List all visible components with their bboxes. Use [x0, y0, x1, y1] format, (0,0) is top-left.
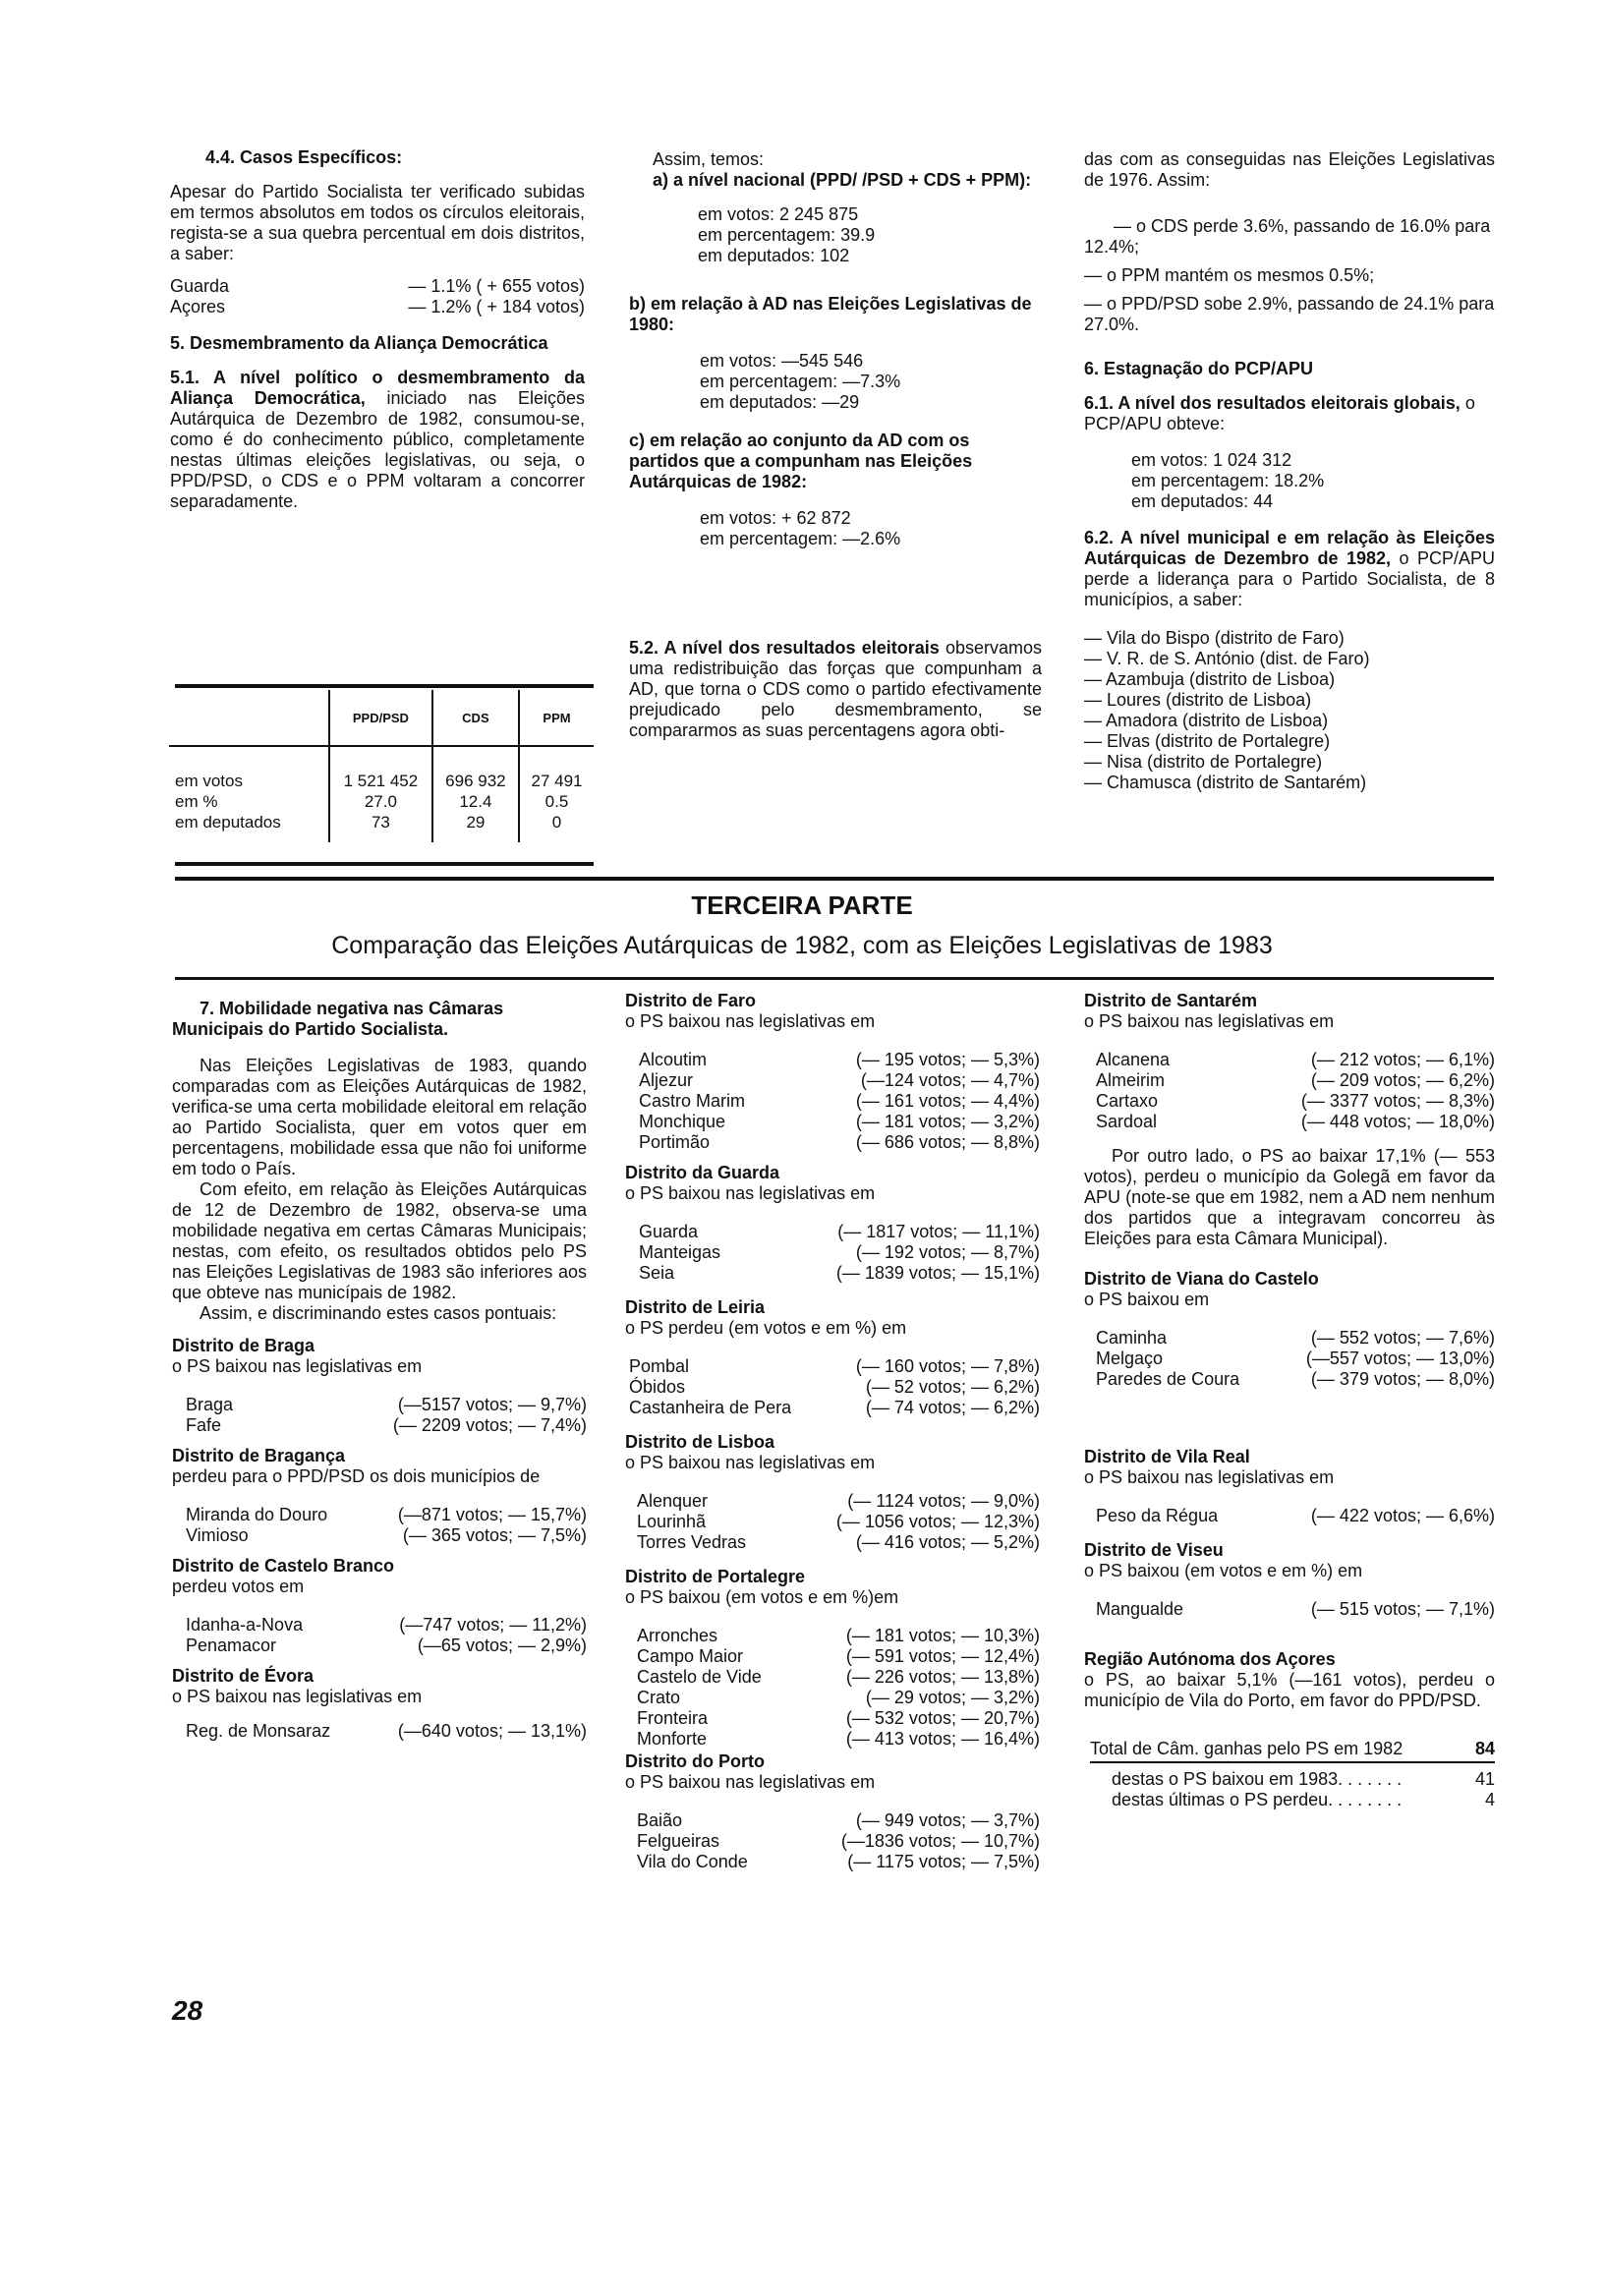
district-castelo-branco	[172, 1556, 587, 1656]
district-porto	[625, 1751, 1040, 1872]
list-item: Fronteira (— 532 votos; — 20,7%)	[637, 1708, 1040, 1728]
list-item: Paredes de Coura (— 379 votos; — 8,0%)	[1096, 1369, 1495, 1389]
totals-block	[1084, 1739, 1495, 1810]
list-item: Idanha-a-Nova (—747 votos; — 11,2%)	[186, 1615, 587, 1635]
paragraph-5-2: 5.2. A nível dos resultados eleitorais observamos uma redistribuição das forças que compunham a AD, que torna o CDS como o partido efectivamente prejudicado pelo desmembramento, se compararmos as suas percentagens agora obti-	[629, 638, 1042, 740]
part-title: TERCEIRA PARTE	[691, 890, 913, 920]
district-title: Distrito de Lisboa	[625, 1432, 775, 1452]
list-item: em percentagem: 39.9	[698, 225, 876, 245]
list-item: Almeirim (— 209 votos; — 6,2%)	[1096, 1070, 1495, 1090]
list-item: Peso da Régua (— 422 votos; — 6,6%)	[1096, 1506, 1495, 1525]
paragraph-comparison: das com as conseguidas nas Eleições Legislativas de 1976. Assim:	[1084, 149, 1495, 190]
district-subtitle: o PS baixou em	[1084, 1290, 1210, 1309]
list-item: em votos: 2 245 875	[698, 204, 859, 224]
district-title: Distrito de Viseu	[1084, 1540, 1224, 1560]
list-a	[629, 204, 1042, 266]
list-item: Óbidos (— 52 votos; — 6,2%)	[629, 1377, 1040, 1397]
list-item: em deputados: 44	[1131, 491, 1274, 511]
list-item: em percentagem: —2.6%	[700, 529, 901, 548]
paragraph-7-3: Assim, e discriminando estes casos pontuais:	[200, 1303, 557, 1323]
district-title: Distrito de Castelo Branco	[172, 1556, 395, 1576]
list-item: Açores — 1.2% ( + 184 votos)	[170, 297, 585, 316]
totals-row: destas o PS baixou em 1983. . . . . . . 41	[1112, 1769, 1495, 1789]
section-rule	[175, 877, 1494, 881]
list-item: Castelo de Vide (— 226 votos; — 13,8%)	[637, 1667, 1040, 1687]
district-guarda	[625, 1163, 1040, 1284]
district-title: Distrito da Guarda	[625, 1163, 780, 1182]
table-row: em votos 1 521 452 696 932 27 491	[169, 746, 594, 791]
district-evora	[172, 1666, 587, 1742]
paragraph-5-1: 5.1. A nível político o desmembramento da Aliança Democrática, iniciado nas Eleições Autárquica de Dezembro de 1982, consumou-se, como é do conhecimento público, completamente nestas últimas eleições legislativas, ou seja, o PPD/PSD, o CDS e o PPM voltaram a concorrer separadamente.	[170, 368, 585, 511]
district-subtitle: o PS baixou nas legislativas em	[1084, 1011, 1335, 1031]
district-santarem	[1084, 991, 1495, 1132]
subtitle-rule	[175, 977, 1494, 980]
district-viseu	[1084, 1540, 1495, 1620]
paragraph-6-2: 6.2. A nível municipal e em relação às Eleições Autárquicas de Dezembro de 1982, o PCP/APU perde a liderança para o Partido Socialista, de 8 municípios, a saber:	[1084, 528, 1495, 609]
list-item: Lourinhã (— 1056 votos; — 12,3%)	[637, 1512, 1040, 1531]
district-lisboa	[625, 1432, 1040, 1553]
intro: Assim, temos:	[653, 149, 765, 169]
district-braganca	[172, 1446, 587, 1546]
column-header: PPM	[519, 690, 594, 746]
column-header: CDS	[432, 690, 519, 746]
region-text: o PS, ao baixar 5,1% (—161 votos), perdeu o município de Vila do Porto, em favor do PPD/PSD.	[1084, 1670, 1495, 1710]
municipality-list	[1084, 628, 1495, 793]
bottom-column-2	[625, 991, 1040, 1872]
list-item: Castanheira de Pera (— 74 votos; — 6,2%)	[629, 1398, 1040, 1417]
item-b: b) em relação à AD nas Eleições Legislativas de 1980:	[629, 294, 1032, 334]
list-item: Seia (— 1839 votos; — 15,1%)	[639, 1263, 1040, 1283]
heading-6: 6. Estagnação do PCP/APU	[1084, 359, 1314, 378]
district-subtitle: o PS baixou nas legislativas em	[1084, 1467, 1335, 1487]
list-item: — o CDS perde 3.6%, passando de 16.0% para 12.4%;	[1084, 216, 1491, 257]
district-subtitle: o PS perdeu (em votos e em %) em	[625, 1318, 907, 1338]
table-top-rule	[175, 684, 594, 688]
paragraph-4-4: Apesar do Partido Socialista ter verificado subidas em termos absolutos em todos os círculos eleitorais, regista-se a sua quebra percentual em dois distritos, a saber:	[170, 182, 585, 263]
list-item: Alcanena (— 212 votos; — 6,1%)	[1096, 1050, 1495, 1069]
list-item: Aljezur (—124 votos; — 4,7%)	[639, 1070, 1040, 1090]
list-item: Castro Marim (— 161 votos; — 4,4%)	[639, 1091, 1040, 1111]
list-item: — Vila do Bispo (distrito de Faro)	[1084, 628, 1345, 648]
list-b	[629, 351, 1042, 413]
list-item: Guarda (— 1817 votos; — 11,1%)	[639, 1222, 1040, 1241]
list-item: — Nisa (distrito de Portalegre)	[1084, 752, 1323, 772]
district-title: Distrito de Faro	[625, 991, 757, 1010]
page-number: 28	[172, 1995, 203, 2026]
list-item: Monchique (— 181 votos; — 3,2%)	[639, 1112, 1040, 1131]
list-item: Baião (— 949 votos; — 3,7%)	[637, 1810, 1040, 1830]
heading-5: 5. Desmembramento da Aliança Democrática	[170, 333, 548, 353]
item-a: a) a nível nacional (PPD/ /PSD + CDS + PPM):	[653, 170, 1032, 190]
table-row: em % 27.0 12.4 0.5	[169, 791, 594, 812]
list-item: Monforte (— 413 votos; — 16,4%)	[637, 1729, 1040, 1749]
district-title: Distrito de Bragança	[172, 1446, 346, 1465]
paragraph-golega: Por outro lado, o PS ao baixar 17,1% (— 553 votos), perdeu o município da Golegã em favor da APU (note-se que em 1982, nem a AD nem nenhum dos partidos que a integravam concorreu às Eleições para esta Câmara Municipal).	[1084, 1146, 1495, 1248]
list-item: Torres Vedras (— 416 votos; — 5,2%)	[637, 1532, 1040, 1552]
list-item: — Chamusca (distrito de Santarém)	[1084, 773, 1367, 792]
heading-4-4: 4.4. Casos Específicos:	[205, 147, 403, 167]
list-item: Braga (—5157 votos; — 9,7%)	[186, 1395, 587, 1414]
paragraph-7-1: Nas Eleições Legislativas de 1983, quando comparadas com as Eleições Autárquicas de 1982, verifica-se uma certa mobilidade eleitoral em relação ao Partido Socialista, quer em votos quer em percentagens, mobilidade essa que não foi uniforme em todo o País.	[172, 1056, 587, 1178]
district-title: Distrito de Santarém	[1084, 991, 1258, 1010]
list-item: Felgueiras (—1836 votos; — 10,7%)	[637, 1831, 1040, 1851]
district-subtitle: perdeu para o PPD/PSD os dois municípios de	[172, 1466, 541, 1486]
list-item: Pombal (— 160 votos; — 7,8%)	[629, 1356, 1040, 1376]
list-item: Caminha (— 552 votos; — 7,6%)	[1096, 1328, 1495, 1348]
list-item: — Amadora (distrito de Lisboa)	[1084, 711, 1329, 730]
table-row: em deputados 73 29 0	[169, 812, 594, 842]
district-subtitle: o PS baixou nas legislativas em	[625, 1011, 876, 1031]
list-item: Crato (— 29 votos; — 3,2%)	[637, 1688, 1040, 1707]
district-title: Distrito de Portalegre	[625, 1567, 806, 1586]
list-item: Vimioso (— 365 votos; — 7,5%)	[186, 1525, 587, 1545]
list-item: Miranda do Douro (—871 votos; — 15,7%)	[186, 1505, 587, 1524]
list-item: Sardoal (— 448 votos; — 18,0%)	[1096, 1112, 1495, 1131]
district-title: Região Autónoma dos Açores	[1084, 1649, 1336, 1669]
paragraph-7-2: Com efeito, em relação às Eleições Autárquicas de 12 de Dezembro de 1982, observa-se uma mobilidade negativa em certas Câmaras Municipais; nestas, com efeito, os resultados obtidos pelo PS nas Eleições Legislativas de 1983 são inferiores aos que obteve nas municípais de 1982.	[172, 1179, 587, 1302]
list-item: em votos: 1 024 312	[1131, 450, 1292, 470]
list-6-1	[1084, 450, 1495, 512]
district-subtitle: o PS baixou (em votos e em %)em	[625, 1587, 899, 1607]
totals-main: Total de Câm. ganhas pelo PS em 1982 84	[1090, 1739, 1495, 1763]
district-vila-real	[1084, 1447, 1495, 1526]
district-subtitle: o PS baixou nas legislativas em	[625, 1772, 876, 1792]
top-column-1	[170, 147, 585, 520]
list-item: Reg. de Monsaraz (—640 votos; — 13,1%)	[186, 1721, 587, 1741]
district-portalegre	[625, 1567, 1040, 1750]
district-title: Distrito de Évora	[172, 1666, 315, 1686]
list-item: Melgaço (—557 votos; — 13,0%)	[1096, 1349, 1495, 1368]
item-c: c) em relação ao conjunto da AD com os partidos que a compunham nas Eleições Autárquicas de 1982:	[629, 430, 973, 491]
list-item: Portimão (— 686 votos; — 8,8%)	[639, 1132, 1040, 1152]
table-bottom-rule	[175, 862, 594, 866]
list-c	[629, 508, 1042, 549]
list-item: em deputados: 102	[698, 246, 850, 265]
list-item: Alcoutim (— 195 votos; — 5,3%)	[639, 1050, 1040, 1069]
district-leiria	[625, 1297, 1040, 1418]
district-subtitle: o PS baixou nas legislativas em	[625, 1453, 876, 1472]
list-item: Manteigas (— 192 votos; — 8,7%)	[639, 1242, 1040, 1262]
list-item: — o PPD/PSD sobe 2.9%, passando de 24.1% para 27.0%.	[1084, 294, 1495, 334]
district-title: Distrito de Viana do Castelo	[1084, 1269, 1319, 1289]
district-faro	[625, 991, 1040, 1153]
list-item: — V. R. de S. António (dist. de Faro)	[1084, 649, 1370, 668]
list-item: em percentagem: —7.3%	[700, 372, 901, 391]
district-subtitle: o PS baixou nas legislativas em	[172, 1356, 423, 1376]
list-item: Campo Maior (— 591 votos; — 12,4%)	[637, 1646, 1040, 1666]
list-item: em votos: —545 546	[700, 351, 864, 371]
top-column-2	[629, 149, 1042, 749]
list-item: Cartaxo (— 3377 votos; — 8,3%)	[1096, 1091, 1495, 1111]
list-item: — Loures (distrito de Lisboa)	[1084, 690, 1312, 710]
changes-list	[1084, 216, 1495, 335]
district-title: Distrito do Porto	[625, 1751, 765, 1771]
list-item: em votos: + 62 872	[700, 508, 851, 528]
bottom-column-3	[1084, 991, 1495, 1810]
list-item: Penamacor (—65 votos; — 2,9%)	[186, 1636, 587, 1655]
district-viana	[1084, 1269, 1495, 1390]
region-acores	[1084, 1649, 1495, 1711]
bottom-column-1	[172, 999, 587, 1742]
list-item: Guarda — 1.1% ( + 655 votos)	[170, 276, 585, 296]
totals-row: destas últimas o PS perdeu. . . . . . . . 4	[1112, 1790, 1495, 1809]
list-item: — Elvas (distrito de Portalegre)	[1084, 731, 1331, 751]
results-table	[169, 690, 594, 842]
district-title: Distrito de Braga	[172, 1336, 315, 1355]
list-item: — o PPM mantém os mesmos 0.5%;	[1084, 265, 1375, 285]
district-braga	[172, 1336, 587, 1436]
top-column-3	[1084, 149, 1495, 793]
casos-list	[170, 276, 585, 317]
heading-7: 7. Mobilidade negativa nas Câmaras Municipais do Partido Socialista.	[172, 999, 504, 1039]
list-item: em percentagem: 18.2%	[1131, 471, 1325, 490]
paragraph-6-1: 6.1. A nível dos resultados eleitorais globais, o PCP/APU obteve:	[1084, 393, 1475, 433]
column-header: PPD/PSD	[329, 690, 432, 746]
part-subtitle: Comparação das Eleições Autárquicas de 1982, com as Eleições Legislativas de 1983	[331, 932, 1273, 959]
district-title: Distrito de Leiria	[625, 1297, 766, 1317]
list-item: em deputados: —29	[700, 392, 860, 412]
district-subtitle: o PS baixou nas legislativas em	[172, 1687, 423, 1706]
district-title: Distrito de Vila Real	[1084, 1447, 1250, 1466]
list-item: Arronches (— 181 votos; — 10,3%)	[637, 1626, 1040, 1645]
list-item: — Azambuja (distrito de Lisboa)	[1084, 669, 1336, 689]
list-item: Mangualde (— 515 votos; — 7,1%)	[1096, 1599, 1495, 1619]
district-subtitle: o PS baixou nas legislativas em	[625, 1183, 876, 1203]
table-header-row	[169, 690, 594, 746]
list-item: Alenquer (— 1124 votos; — 9,0%)	[637, 1491, 1040, 1511]
list-item: Fafe (— 2209 votos; — 7,4%)	[186, 1415, 587, 1435]
district-subtitle: o PS baixou (em votos e em %) em	[1084, 1561, 1363, 1580]
district-subtitle: perdeu votos em	[172, 1577, 305, 1596]
list-item: Vila do Conde (— 1175 votos; — 7,5%)	[637, 1852, 1040, 1871]
